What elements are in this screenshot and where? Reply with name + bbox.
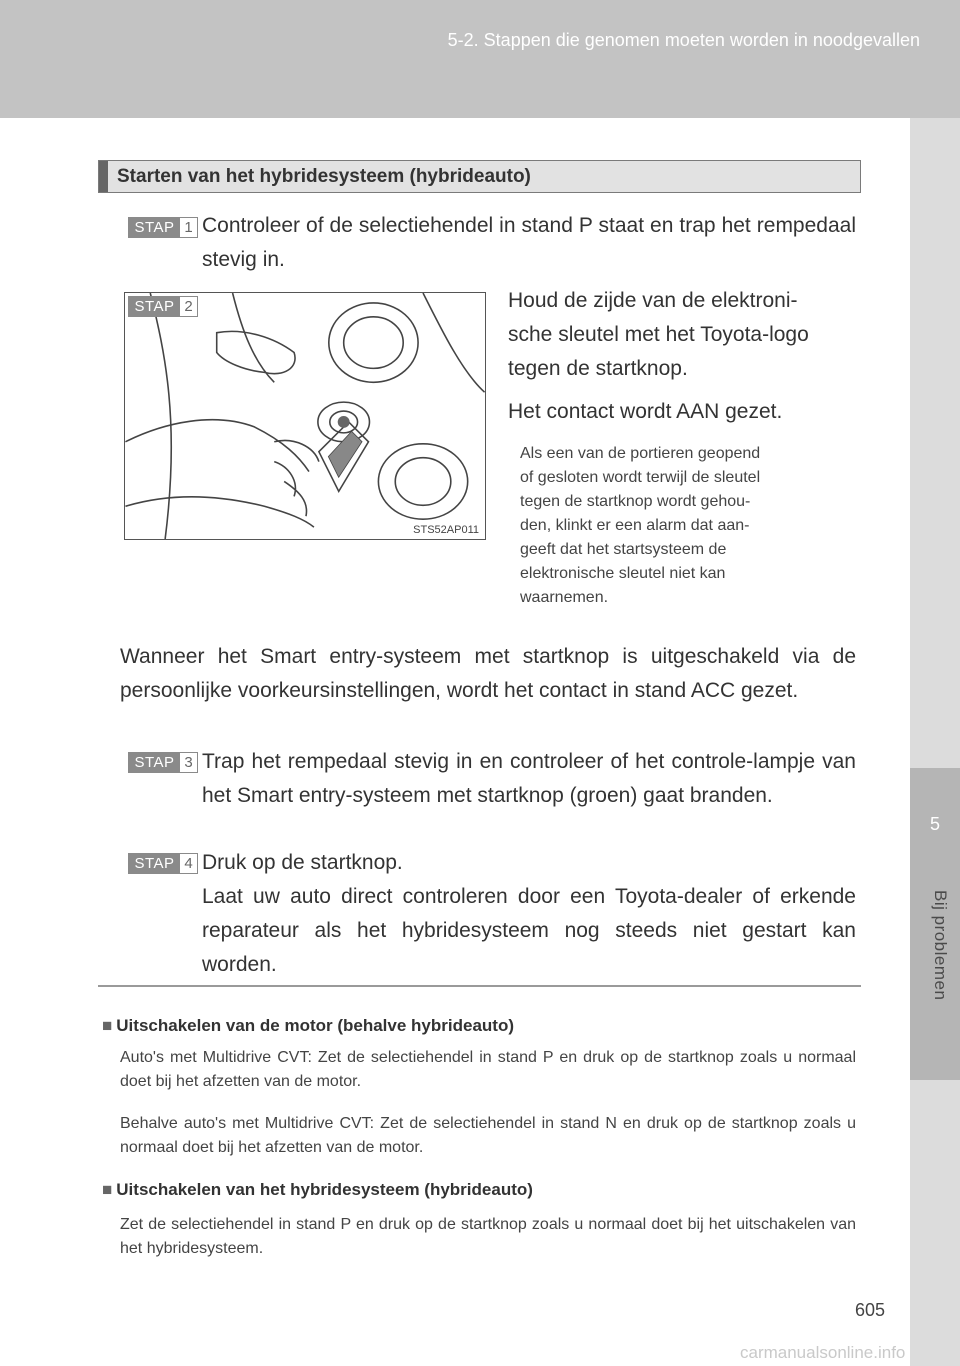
step-badge-label: STAP [129, 218, 180, 237]
note-1-paragraph-2: Behalve auto's met Multidrive CVT: Zet de selectiehendel in stand N en druk op de startknop zoals u normaal doet bij het afzetten van de motor. [120, 1115, 856, 1156]
step-3-text: Trap het rempedaal stevig in en controleer of het controle-lampje van het Smart entry-systeem met startknop (groen) gaat branden. [202, 750, 856, 807]
step-2-badge [128, 296, 198, 317]
section-heading [98, 160, 861, 193]
side-tab-column [910, 118, 960, 1366]
note-2-paragraph-1: Zet de selectiehendel in stand P en druk op de startknop zoals u normaal doet bij het uitschakelen van het hybridesysteem. [120, 1216, 856, 1257]
section-divider [98, 985, 861, 987]
side-tab-label: Bij problemen [931, 890, 950, 1001]
step-4-badge [128, 853, 198, 874]
section-marker [99, 161, 108, 192]
step-1-badge [128, 217, 198, 238]
step-2-line-1: Houd de zijde van de elektroni- [508, 289, 798, 312]
step-3-badge [128, 752, 198, 773]
hand-holding-key-image [125, 293, 485, 539]
page-header [0, 0, 960, 118]
step-2-note-line: tegen de startknop wordt gehou- [520, 493, 751, 510]
note-1-heading [102, 1016, 514, 1036]
step-4-text: Druk op de startknop. [202, 851, 403, 874]
step-2-note-line: Als een van de portieren geopend [520, 445, 761, 462]
step-2-line-3: tegen de startknop. [508, 357, 688, 380]
step-2-note-line: geeft dat het startsysteem de [520, 541, 727, 558]
step-2-note-line: waarnemen. [520, 589, 609, 606]
chapter-title: 5-2. Stappen die genomen moeten worden in noodgevallen [447, 30, 920, 50]
page-number: 605 [855, 1300, 886, 1320]
step-badge-number: 3 [180, 753, 197, 772]
step-4-followup: Laat uw auto direct controleren door een Toyota-dealer of erkende reparateur als het hybridesysteem nog steeds niet gestart kan worden. [202, 885, 856, 976]
step-badge-label: STAP [129, 854, 180, 873]
step-2-note-line: elektronische sleutel niet kan [520, 565, 726, 582]
step-2-note-line: of gesloten wordt terwijl de sleutel [520, 469, 761, 486]
step-badge-number: 4 [180, 854, 197, 873]
watermark: carmanualsonline.info [740, 1343, 906, 1362]
note-1-paragraph-1: Auto's met Multidrive CVT: Zet de selectiehendel in stand P en druk op de startknop zoals u normaal doet bij het afzetten van de motor. [120, 1049, 856, 1090]
note-2-heading [102, 1180, 533, 1200]
step-1-text: Controleer of de selectiehendel in stand P staat en trap het rempedaal stevig in. [202, 214, 856, 271]
step-2-note-line: den, klinkt er een alarm dat aan- [520, 517, 750, 534]
illustration-code: STS52AP011 [413, 524, 479, 536]
square-bullet-icon: ■ [102, 1180, 113, 1199]
note-heading-text: Uitschakelen van het hybridesysteem (hybrideauto) [116, 1180, 533, 1199]
step-badge-label: STAP [129, 297, 180, 316]
square-bullet-icon: ■ [102, 1016, 113, 1035]
key-start-illustration [124, 292, 486, 540]
section-title: Starten van het hybridesysteem (hybrideauto) [117, 166, 531, 187]
step-badge-number: 1 [180, 218, 197, 237]
step-2-result: Het contact wordt AAN gezet. [508, 400, 783, 423]
step-badge-label: STAP [129, 753, 180, 772]
smart-entry-paragraph: Wanneer het Smart entry-systeem met startknop is uitgeschakeld via de persoonlijke voorkeursinstellingen, wordt het contact in stand ACC gezet. [120, 645, 856, 702]
step-2-line-2: sche sleutel met het Toyota-logo [508, 323, 809, 346]
note-heading-text: Uitschakelen van de motor (behalve hybrideauto) [116, 1016, 514, 1035]
side-tab-number: 5 [929, 814, 940, 834]
step-badge-number: 2 [180, 297, 197, 316]
